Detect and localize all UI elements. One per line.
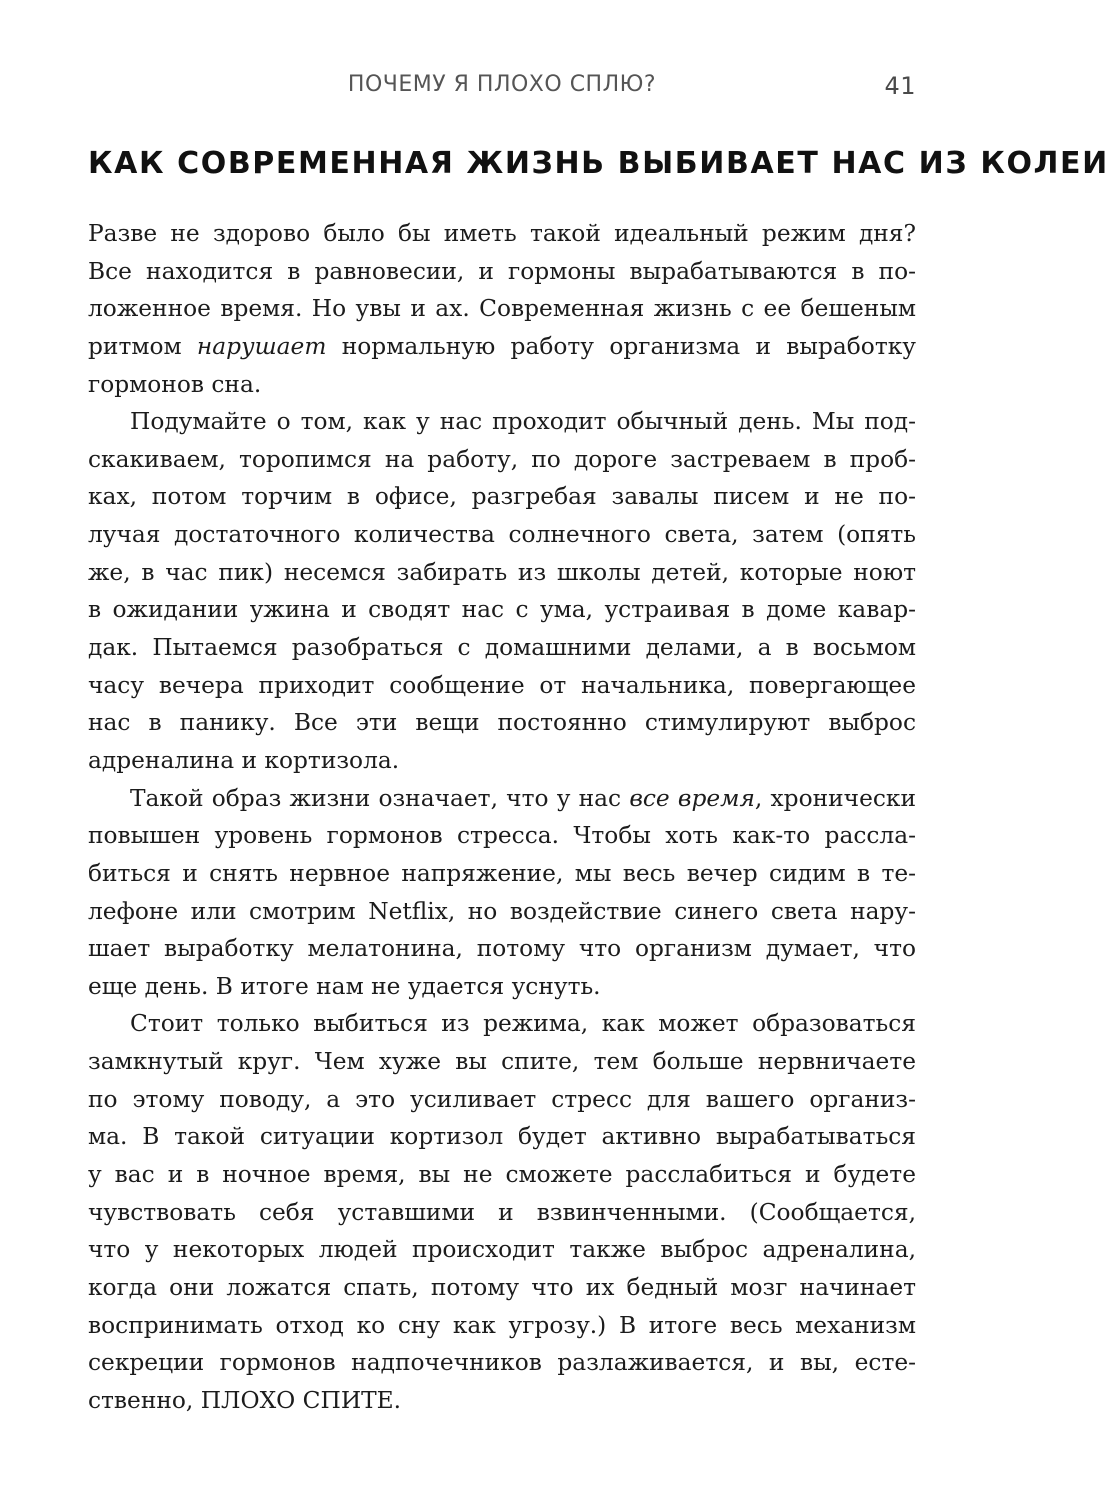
text-run: Такой образ жизни означает, что у нас (130, 784, 630, 812)
text-line: чувствовать себя уставшими и взвинченными. (Сообщается, (88, 1198, 916, 1226)
text-line: повышен уровень гормонов стресса. Чтобы хоть как-то рассла- (88, 822, 916, 850)
text-line: нас в панику. Все эти вещи постоянно стимулируют выброс (88, 709, 916, 737)
running-head (88, 72, 916, 106)
text-line: ственно, ПЛОХО СПИТЕ. (88, 1386, 402, 1414)
text-run: , хронически (754, 784, 916, 812)
section-heading: КАК СОВРЕМЕННАЯ ЖИЗНЬ ВЫБИВАЕТ НАС ИЗ КОЛЕИ (88, 146, 1109, 181)
paragraph (88, 403, 916, 779)
text-line: лучая достаточного количества солнечного света, затем (опять (88, 521, 916, 549)
paragraph (88, 780, 916, 1006)
text-line: дак. Пытаемся разобраться с домашними делами, а в восьмом (88, 634, 916, 662)
text-line: шает выработку мелатонина, потому что организм думает, что (88, 935, 916, 963)
text-line: по этому поводу, а это усиливает стресс для вашего организ- (88, 1085, 916, 1113)
text-line: адреналина и кортизола. (88, 746, 400, 774)
paragraph (88, 215, 916, 403)
italic-emphasis: нарушает (196, 332, 327, 360)
text-line: секреции гормонов надпочечников разлаживается, и вы, есте- (88, 1349, 916, 1377)
text-line: у вас и в ночное время, вы не сможете расслабиться и будете (88, 1161, 916, 1189)
page-number: 41 (884, 72, 916, 100)
text-line: ложенное время. Но увы и ах. Современная жизнь с ее бешеным (88, 295, 916, 323)
text-line: когда они ложатся спать, потому что их бедный мозг начинает (88, 1273, 916, 1301)
text-line: гормонов сна. (88, 370, 262, 398)
text-line: же, в час пик) несемся забирать из школы детей, которые ноют (88, 558, 916, 586)
text-line: Стоит только выбиться из режима, как может образоваться (130, 1010, 916, 1038)
text-line: Подумайте о том, как у нас проходит обычный день. Мы под- (130, 408, 916, 436)
text-line: Все находится в равновесии, и гормоны вырабатываются в по- (88, 257, 916, 285)
text-run: нормальную работу организма и выработку (326, 332, 916, 360)
text-line: лефоне или смотрим Netflix, но воздействие синего света нару- (88, 897, 916, 925)
text-line (88, 780, 916, 818)
text-line: биться и снять нервное напряжение, мы весь вечер сидим в те- (88, 859, 916, 887)
text-line: замкнутый круг. Чем хуже вы спите, тем больше нервничаете (88, 1048, 916, 1076)
text-line: ма. В такой ситуации кортизол будет активно вырабатываться (88, 1123, 916, 1151)
text-line (88, 328, 916, 366)
text-line: еще день. В итоге нам не удается уснуть. (88, 972, 601, 1000)
body-text (88, 215, 916, 1420)
italic-emphasis: все время (629, 784, 755, 812)
running-title: ПОЧЕМУ Я ПЛОХО СПЛЮ? (347, 72, 657, 97)
text-line: скакиваем, торопимся на работу, по дороге застреваем в проб- (88, 445, 916, 473)
paragraph (88, 1005, 916, 1419)
text-line: Разве не здорово было бы иметь такой идеальный режим дня? (88, 220, 916, 247)
text-line: ках, потом торчим в офисе, разгребая завалы писем и не по- (88, 483, 916, 511)
text-line: воспринимать отход ко сну как угрозу.) В итоге весь механизм (88, 1311, 916, 1339)
text-line: в ожидании ужина и сводят нас с ума, устраивая в доме кавар- (88, 596, 916, 624)
text-line: часу вечера приходит сообщение от начальника, повергающее (88, 671, 916, 699)
text-run: ритмом (88, 332, 197, 360)
text-line: что у некоторых людей происходит также выброс адреналина, (88, 1236, 916, 1264)
